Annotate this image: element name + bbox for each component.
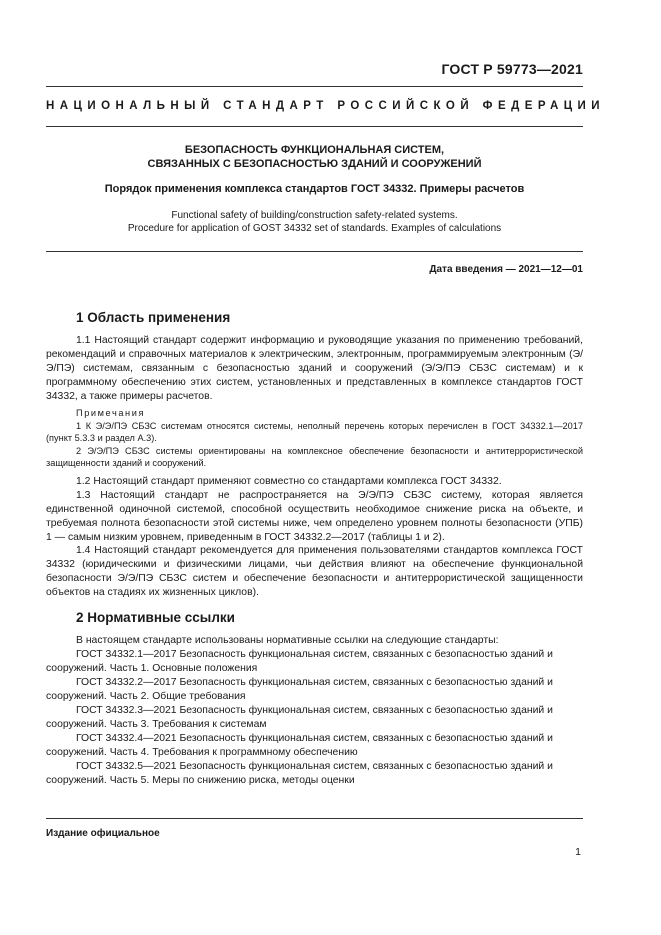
paragraph-1-1	[46, 334, 583, 404]
subtitle: Порядок применения комплекса стандартов ГОСТ 34332. Примеры расчетов	[104, 183, 525, 195]
note-1	[46, 420, 583, 445]
notes-heading: Примечания	[76, 408, 146, 418]
section-2-heading: 2 Нормативные ссылки	[76, 610, 235, 625]
paragraph-1-3	[46, 489, 583, 545]
header-rule-top	[46, 86, 583, 87]
reference-1-line-2: сооружений. Часть 1. Основные положения	[46, 663, 258, 674]
paragraph-1-1-text: 1.1 Настоящий стандарт содержит информацию и руководящие указания по применению требований, рекомендаций и справочных материалов к электрическим, электронным, программируемым электронным (Э/Э/ПЭ) системам, связанным с безопасностью зданий и сооружений (Э/Э/ПЭ СБЗС системам) и к программному обеспечению этих систем, установленных и представленных в комплексе стандартов ГОСТ 34332, а также примеры расчетов.	[46, 335, 583, 403]
introduction-date: Дата введения — 2021—12—01	[429, 264, 583, 275]
official-edition-label: Издание официальное	[46, 828, 160, 839]
paragraph-1-2	[46, 475, 583, 489]
national-standard-banner: НАЦИОНАЛЬНЫЙ СТАНДАРТ РОССИЙСКОЙ ФЕДЕРАЦИИ	[46, 100, 605, 112]
reference-5-line-2: сооружений. Часть 5. Меры по снижению риска, методы оценки	[46, 775, 355, 786]
reference-2-line-2: сооружений. Часть 2. Общие требования	[46, 691, 246, 702]
footer-rule	[46, 818, 583, 819]
note-1-text: 1 К Э/Э/ПЭ СБЗС системам относятся системы, неполный перечень которых перечислен в ГОСТ 34332.1—2017 (пункт 5.3.3 и раздел А.3).	[46, 421, 583, 444]
section-1-heading: 1 Область применения	[76, 310, 231, 325]
paragraph-1-3-text: 1.3 Настоящий стандарт не распространяется на Э/Э/ПЭ СБЗС систему, которая является единственной одиночной системой, способной осуществить необходимое снижение риска на объекте, и требуемая полнота безопасности этой системы ниже, чем определено уровнем полноты безопасности (УПБ) 1 — самым низким уровнем, приведенным в ГОСТ 34332.2—2017 (таблицы 1 и 2).	[46, 490, 583, 544]
document-code: ГОСТ Р 59773—2021	[441, 61, 583, 77]
reference-4-line-1: ГОСТ 34332.4—2021 Безопасность функциональная систем, связанных с безопасностью зданий и	[76, 733, 553, 744]
note-2	[46, 445, 583, 470]
references-intro: В настоящем стандарте использованы нормативные ссылки на следующие стандарты:	[76, 635, 499, 646]
reference-3-line-1: ГОСТ 34332.3—2021 Безопасность функциональная систем, связанных с безопасностью зданий и	[76, 705, 553, 716]
reference-5-line-1: ГОСТ 34332.5—2021 Безопасность функциональная систем, связанных с безопасностью зданий и	[76, 761, 553, 772]
english-title-line-1: Functional safety of building/construction safety-related systems.	[171, 210, 458, 221]
header-rule-bottom	[46, 126, 583, 127]
title-line-2: СВЯЗАННЫХ С БЕЗОПАСНОСТЬЮ ЗДАНИЙ И СООРУЖЕНИЙ	[147, 158, 482, 170]
reference-1-line-1: ГОСТ 34332.1—2017 Безопасность функциональная систем, связанных с безопасностью зданий и	[76, 649, 553, 660]
paragraph-1-4	[46, 544, 583, 600]
reference-3-line-2: сооружений. Часть 3. Требования к системам	[46, 719, 267, 730]
note-2-text: 2 Э/Э/ПЭ СБЗС системы ориентированы на комплексное обеспечение безопасности и антитеррористической защищенности зданий и сооружений.	[46, 446, 583, 469]
reference-2-line-1: ГОСТ 34332.2—2017 Безопасность функциональная систем, связанных с безопасностью зданий и	[76, 677, 553, 688]
english-title-line-2: Procedure for application of GOST 34332 set of standards. Examples of calculations	[127, 223, 502, 234]
title-rule	[46, 251, 583, 252]
paragraph-1-2-text: 1.2 Настоящий стандарт применяют совместно со стандартами комплекса ГОСТ 34332.	[76, 476, 502, 487]
title-line-1: БЕЗОПАСНОСТЬ ФУНКЦИОНАЛЬНАЯ СИСТЕМ,	[184, 144, 445, 156]
paragraph-1-4-text: 1.4 Настоящий стандарт рекомендуется для применения пользователями стандартов комплекса ГОСТ 34332 (юридическими и физическими лицами, чьи действия влияют на обеспечение функциональной безопасности Э/Э/ПЭ СБЗС систем и обеспечение безопасности и антитеррористической защищенности объектов на стадиях их жизненных циклов).	[46, 545, 583, 599]
page-number: 1	[575, 846, 581, 858]
reference-4-line-2: сооружений. Часть 4. Требования к программному обеспечению	[46, 747, 358, 758]
